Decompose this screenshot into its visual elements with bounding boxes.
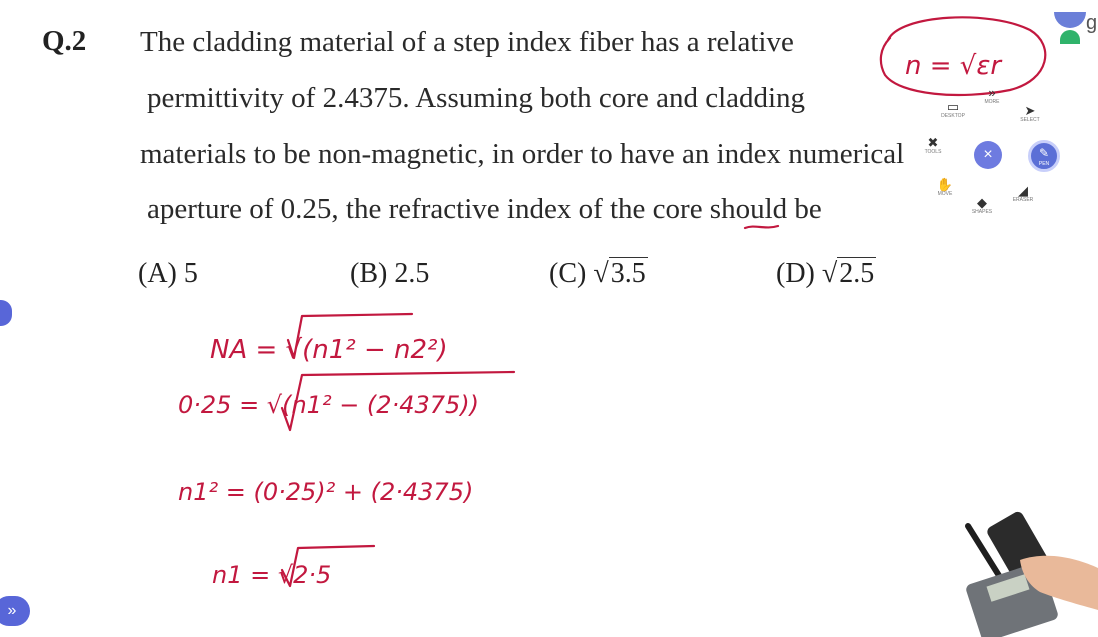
desktop-label: DESKTOP <box>941 113 965 119</box>
option-b-value: 2.5 <box>394 258 430 289</box>
core-underline <box>745 226 778 228</box>
question-line-1: The cladding material of a step index fiber has a relative <box>140 26 794 58</box>
step2-formula: n1² = (0·25)² + (2·4375) <box>178 478 474 506</box>
close-button[interactable]: × <box>974 141 1002 169</box>
option-a-label: (A) <box>138 258 177 289</box>
more-label: MORE <box>984 99 1000 105</box>
option-c-radical: √3.5 <box>593 258 646 289</box>
question-line-4: aperture of 0.25, the refractive index of the core should be <box>147 193 822 225</box>
double-chevron-icon: » <box>988 85 996 100</box>
option-a-value: 5 <box>183 258 198 289</box>
pen-label: PEN <box>1038 161 1050 167</box>
question-number: Q.2 <box>42 25 87 57</box>
question-line-2: permittivity of 2.4375. Assuming both core and cladding <box>147 82 806 114</box>
select-tool[interactable] <box>1016 104 1044 123</box>
tools-tool[interactable] <box>920 136 946 155</box>
eraser-label: ERASER <box>1012 197 1034 203</box>
pen-button[interactable] <box>1028 140 1060 172</box>
option-d-radicand: 2.5 <box>839 258 875 289</box>
logo-bottom-shape <box>1060 30 1080 44</box>
eraser-tool[interactable] <box>1008 184 1038 203</box>
logo-letter: g <box>1086 12 1098 34</box>
presenter-hand-image <box>960 500 1098 637</box>
formula-corner-text: n = √εr <box>905 51 1002 81</box>
select-label: SELECT <box>1020 117 1040 123</box>
move-label: MOVE <box>937 191 953 197</box>
pen-icon: ✎ <box>1038 146 1050 160</box>
question-line-3: materials to be non-magnetic, in order to have an index numerical <box>140 138 905 170</box>
shapes-tool[interactable] <box>968 196 996 215</box>
expand-panel-button[interactable]: » <box>0 596 30 626</box>
hand-icon: ✋ <box>936 177 954 192</box>
shapes-icon: ◆ <box>977 195 987 210</box>
desktop-tool[interactable] <box>938 100 968 119</box>
option-b-label: (B) <box>350 258 388 289</box>
result-formula: n1 = √2·5 <box>212 561 332 589</box>
option-d-radical: √2.5 <box>821 258 875 289</box>
na-formula: NA = √(n1² − n2²) <box>210 335 448 365</box>
cursor-icon: ➤ <box>1024 103 1036 118</box>
option-c-label: (C) <box>549 258 587 289</box>
option-d-label: (D) <box>776 258 815 289</box>
monitor-icon: ▭ <box>946 99 960 114</box>
eraser-icon: ◢ <box>1018 183 1028 198</box>
option-c-radicand: 3.5 <box>610 258 646 289</box>
step1-formula: 0·25 = √(n1² − (2·4375)) <box>178 391 479 419</box>
wrench-icon: ✖ <box>927 135 939 150</box>
shapes-label: SHAPES <box>971 209 993 215</box>
tools-label: TOOLS <box>924 149 942 155</box>
move-tool[interactable] <box>932 178 958 197</box>
more-tool[interactable] <box>980 86 1004 105</box>
